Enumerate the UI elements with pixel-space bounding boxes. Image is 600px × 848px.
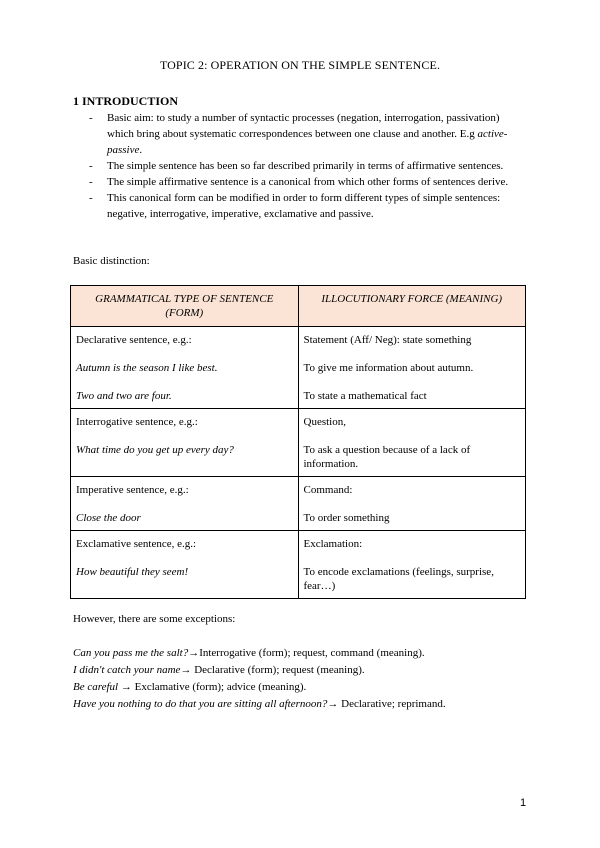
dash-icon: - <box>89 192 93 204</box>
form-cell: Imperative sentence, e.g.: Close the door <box>71 477 299 531</box>
basic-distinction-label: Basic distinction: <box>73 255 150 267</box>
exceptions-intro: However, there are some exceptions: <box>73 613 236 625</box>
form-cell: Interrogative sentence, e.g.: What time do you get up every day? <box>71 409 299 477</box>
form-cell: Exclamative sentence, e.g.: How beautiful they seem! <box>71 531 299 599</box>
exception-item: Have you nothing to do that you are sitting all afternoon?→ Declarative; reprimand. <box>73 698 446 710</box>
dash-icon: - <box>89 160 93 172</box>
bullet-item: - Basic aim: to study a number of syntactic processes (negation, interrogation, passivation) which bring about systematic correspondences between one clause and another. E.g active- passive. <box>89 112 508 156</box>
form-cell: Declarative sentence, e.g.: Autumn is the season I like best. Two and two are four. <box>71 327 299 409</box>
header-form: GRAMMATICAL TYPE OF SENTENCE (FORM) <box>71 286 299 327</box>
meaning-cell: Exclamation: To encode exclamations (feelings, surprise, fear…) <box>298 531 526 599</box>
bullet-list <box>73 110 528 222</box>
arrow-icon: → <box>188 647 200 659</box>
table-row <box>71 327 526 409</box>
exception-item: Be careful → Exclamative (form); advice (meaning). <box>73 681 307 693</box>
dash-icon: - <box>89 112 93 124</box>
page-number: 1 <box>520 797 527 809</box>
meaning-cell: Statement (Aff/ Neg): state something To give me information about autumn. To state a mathematical fact <box>298 327 526 409</box>
exceptions-list <box>73 645 533 713</box>
sentence-types-table <box>70 285 526 599</box>
table-row <box>71 409 526 477</box>
exception-item: I didn't catch your name→ Declarative (form); request (meaning). <box>73 664 365 676</box>
arrow-icon: → <box>327 698 339 710</box>
bullet-item: - This canonical form can be modified in order to form different types of simple sentences: negative, interrogative, imperative, exclamative and passive. <box>89 192 501 220</box>
section-heading: 1 INTRODUCTION <box>73 94 179 108</box>
arrow-icon: → <box>120 681 132 693</box>
meaning-cell: Question, To ask a question because of a lack of information. <box>298 409 526 477</box>
arrow-icon: → <box>180 664 192 676</box>
page-title: TOPIC 2: OPERATION ON THE SIMPLE SENTENCE. <box>159 58 441 72</box>
exception-item: Can you pass me the salt?→Interrogative (form); request, command (meaning). <box>73 647 425 659</box>
dash-icon: - <box>89 176 93 188</box>
header-meaning: ILLOCUTIONARY FORCE (MEANING) <box>298 286 526 327</box>
bullet-item: - The simple affirmative sentence is a canonical from which other forms of sentences derive. <box>89 176 509 188</box>
bullet-item: - The simple sentence has been so far described primarily in terms of affirmative sentences. <box>89 160 504 172</box>
table-row <box>71 531 526 599</box>
table-row <box>71 477 526 531</box>
meaning-cell: Command: To order something <box>298 477 526 531</box>
